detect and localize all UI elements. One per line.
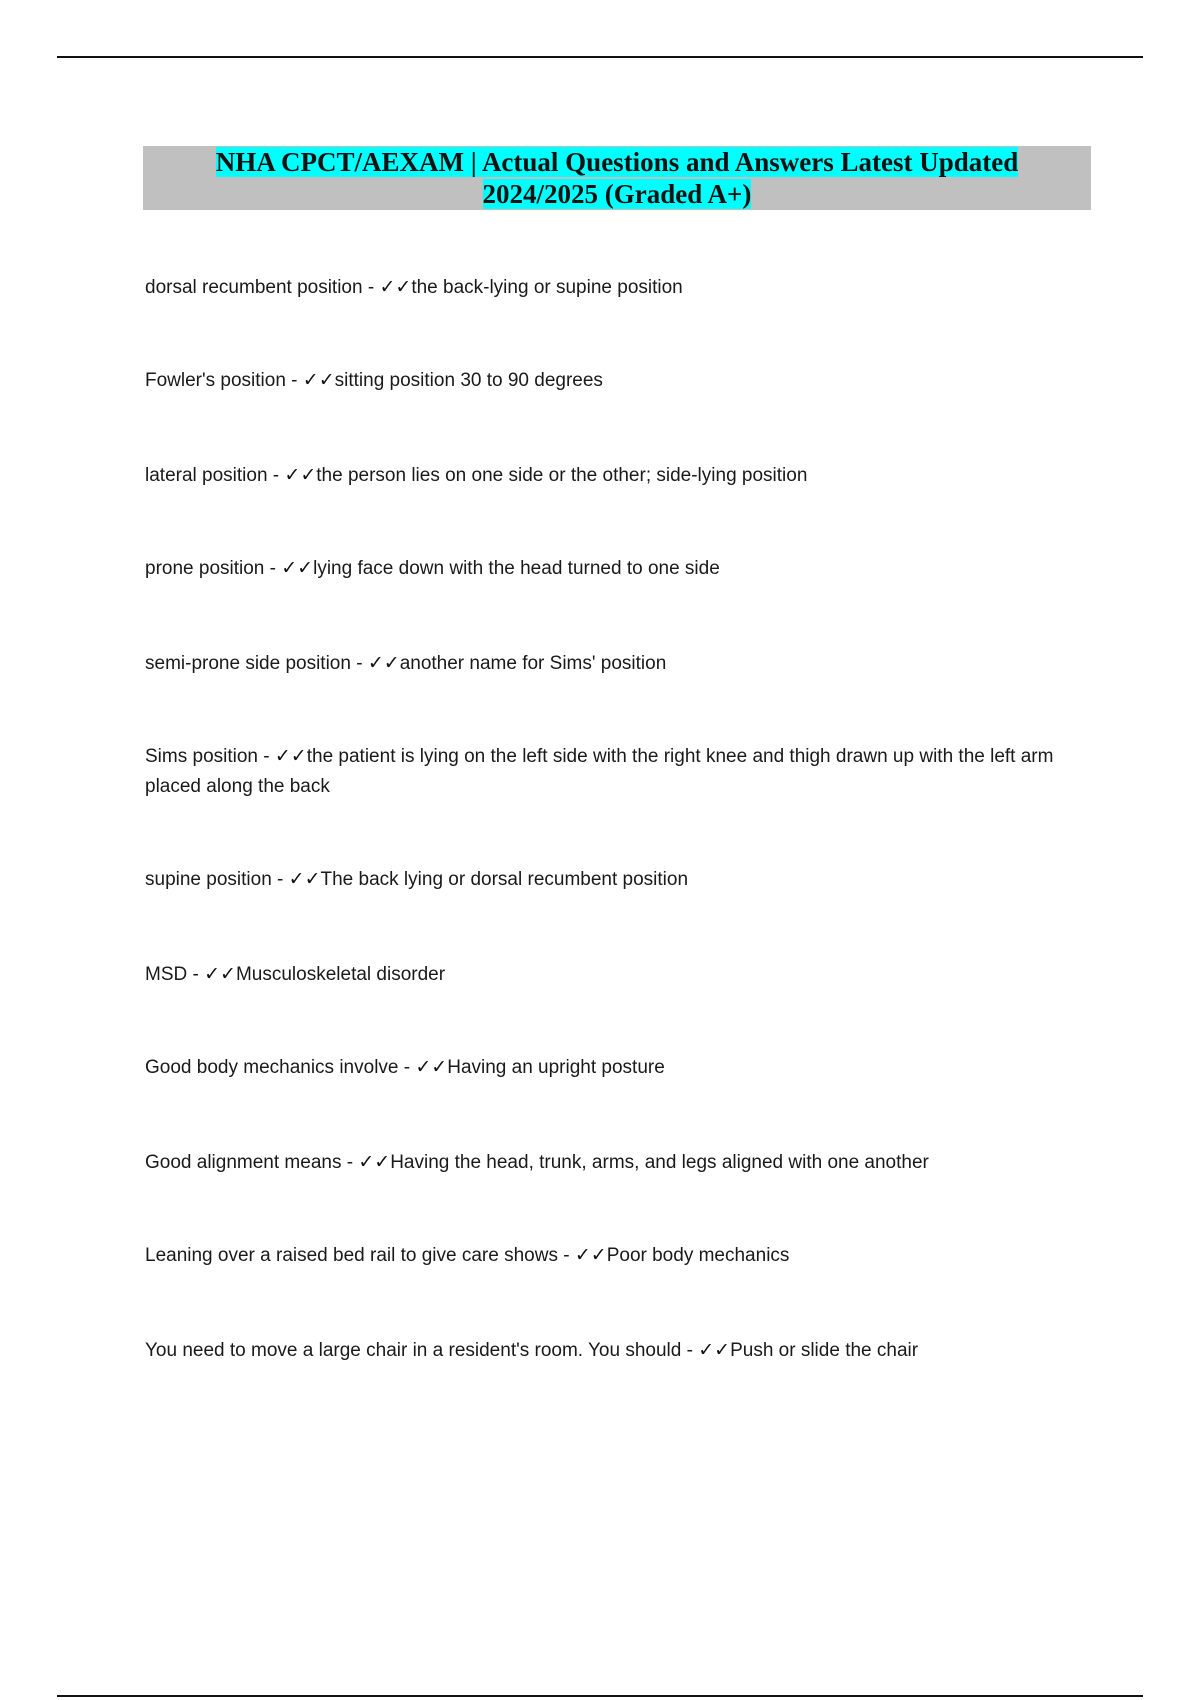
qa-definition: Having the head, trunk, arms, and legs aligned with one another: [390, 1152, 929, 1173]
qa-separator: -: [264, 558, 282, 579]
qa-item: [145, 741, 1075, 802]
qa-term: semi-prone side position: [145, 653, 351, 674]
double-check-icon: ✓✓: [379, 276, 412, 298]
qa-item: [145, 272, 1075, 303]
double-check-icon: ✓✓: [204, 963, 236, 985]
qa-definition: Push or slide the chair: [730, 1340, 919, 1361]
qa-item: [145, 1240, 1075, 1271]
document-title-text: NHA CPCT/AEXAM | Actual Questions and Answers Latest Updated 2024/2025 (Graded A+): [215, 147, 1019, 209]
double-check-icon: ✓✓: [274, 745, 307, 767]
qa-item: [145, 1052, 1075, 1083]
qa-definition: Musculoskeletal disorder: [235, 964, 446, 985]
document-title: [187, 146, 1047, 210]
qa-item: [145, 460, 1075, 491]
qa-item: [145, 365, 1075, 396]
qa-item: [145, 1147, 1075, 1178]
qa-separator: -: [557, 1245, 575, 1266]
double-check-icon: ✓✓: [574, 1244, 607, 1266]
qa-item: [145, 553, 1075, 584]
qa-separator: -: [267, 465, 285, 486]
qa-definition: sitting position 30 to 90 degrees: [334, 370, 603, 391]
double-check-icon: ✓✓: [288, 868, 321, 890]
qa-term: Good alignment means: [145, 1152, 342, 1173]
qa-separator: -: [271, 869, 289, 890]
qa-separator: -: [341, 1152, 359, 1173]
qa-item: [145, 648, 1075, 679]
qa-separator: -: [681, 1340, 699, 1361]
qa-separator: -: [187, 964, 205, 985]
double-check-icon: ✓✓: [284, 464, 317, 486]
qa-separator: -: [362, 277, 380, 298]
qa-term: supine position: [145, 869, 272, 890]
qa-definition: another name for Sims' position: [399, 653, 667, 674]
qa-definition: The back lying or dorsal recumbent position: [320, 869, 689, 890]
qa-separator: -: [258, 746, 275, 767]
double-check-icon: ✓✓: [358, 1151, 391, 1173]
double-check-icon: ✓✓: [302, 369, 335, 391]
qa-definition: lying face down with the head turned to one side: [313, 558, 720, 579]
qa-term: dorsal recumbent position: [145, 277, 363, 298]
qa-item: [145, 959, 1075, 990]
qa-term: Sims position: [145, 746, 258, 767]
top-rule: [57, 56, 1143, 58]
qa-term: lateral position: [145, 465, 268, 486]
qa-term: You need to move a large chair in a resident's room. You should: [145, 1340, 682, 1361]
qa-term: prone position: [145, 558, 265, 579]
qa-definition: the back-lying or supine position: [411, 277, 683, 298]
qa-definition: Having an upright posture: [447, 1057, 665, 1078]
double-check-icon: ✓✓: [281, 557, 314, 579]
qa-item: [145, 1335, 1075, 1366]
title-band: [143, 146, 1091, 210]
qa-term: MSD: [145, 964, 188, 985]
qa-definition: Poor body mechanics: [606, 1245, 790, 1266]
qa-separator: -: [285, 370, 303, 391]
qa-item: [145, 864, 1075, 895]
qa-term: Good body mechanics involve: [145, 1057, 399, 1078]
double-check-icon: ✓✓: [367, 652, 400, 674]
qa-term: Fowler's position: [145, 370, 286, 391]
qa-definition: the person lies on one side or the other; side-lying position: [316, 465, 808, 486]
qa-separator: -: [350, 653, 368, 674]
qa-separator: -: [398, 1057, 416, 1078]
double-check-icon: ✓✓: [415, 1056, 448, 1078]
qa-term: Leaning over a raised bed rail to give care shows: [145, 1245, 558, 1266]
double-check-icon: ✓✓: [698, 1339, 731, 1361]
qa-definition: the patient is lying on the left side with the right knee and thigh drawn up with the left arm placed along the back: [145, 746, 1054, 797]
bottom-rule: [57, 1695, 1143, 1697]
